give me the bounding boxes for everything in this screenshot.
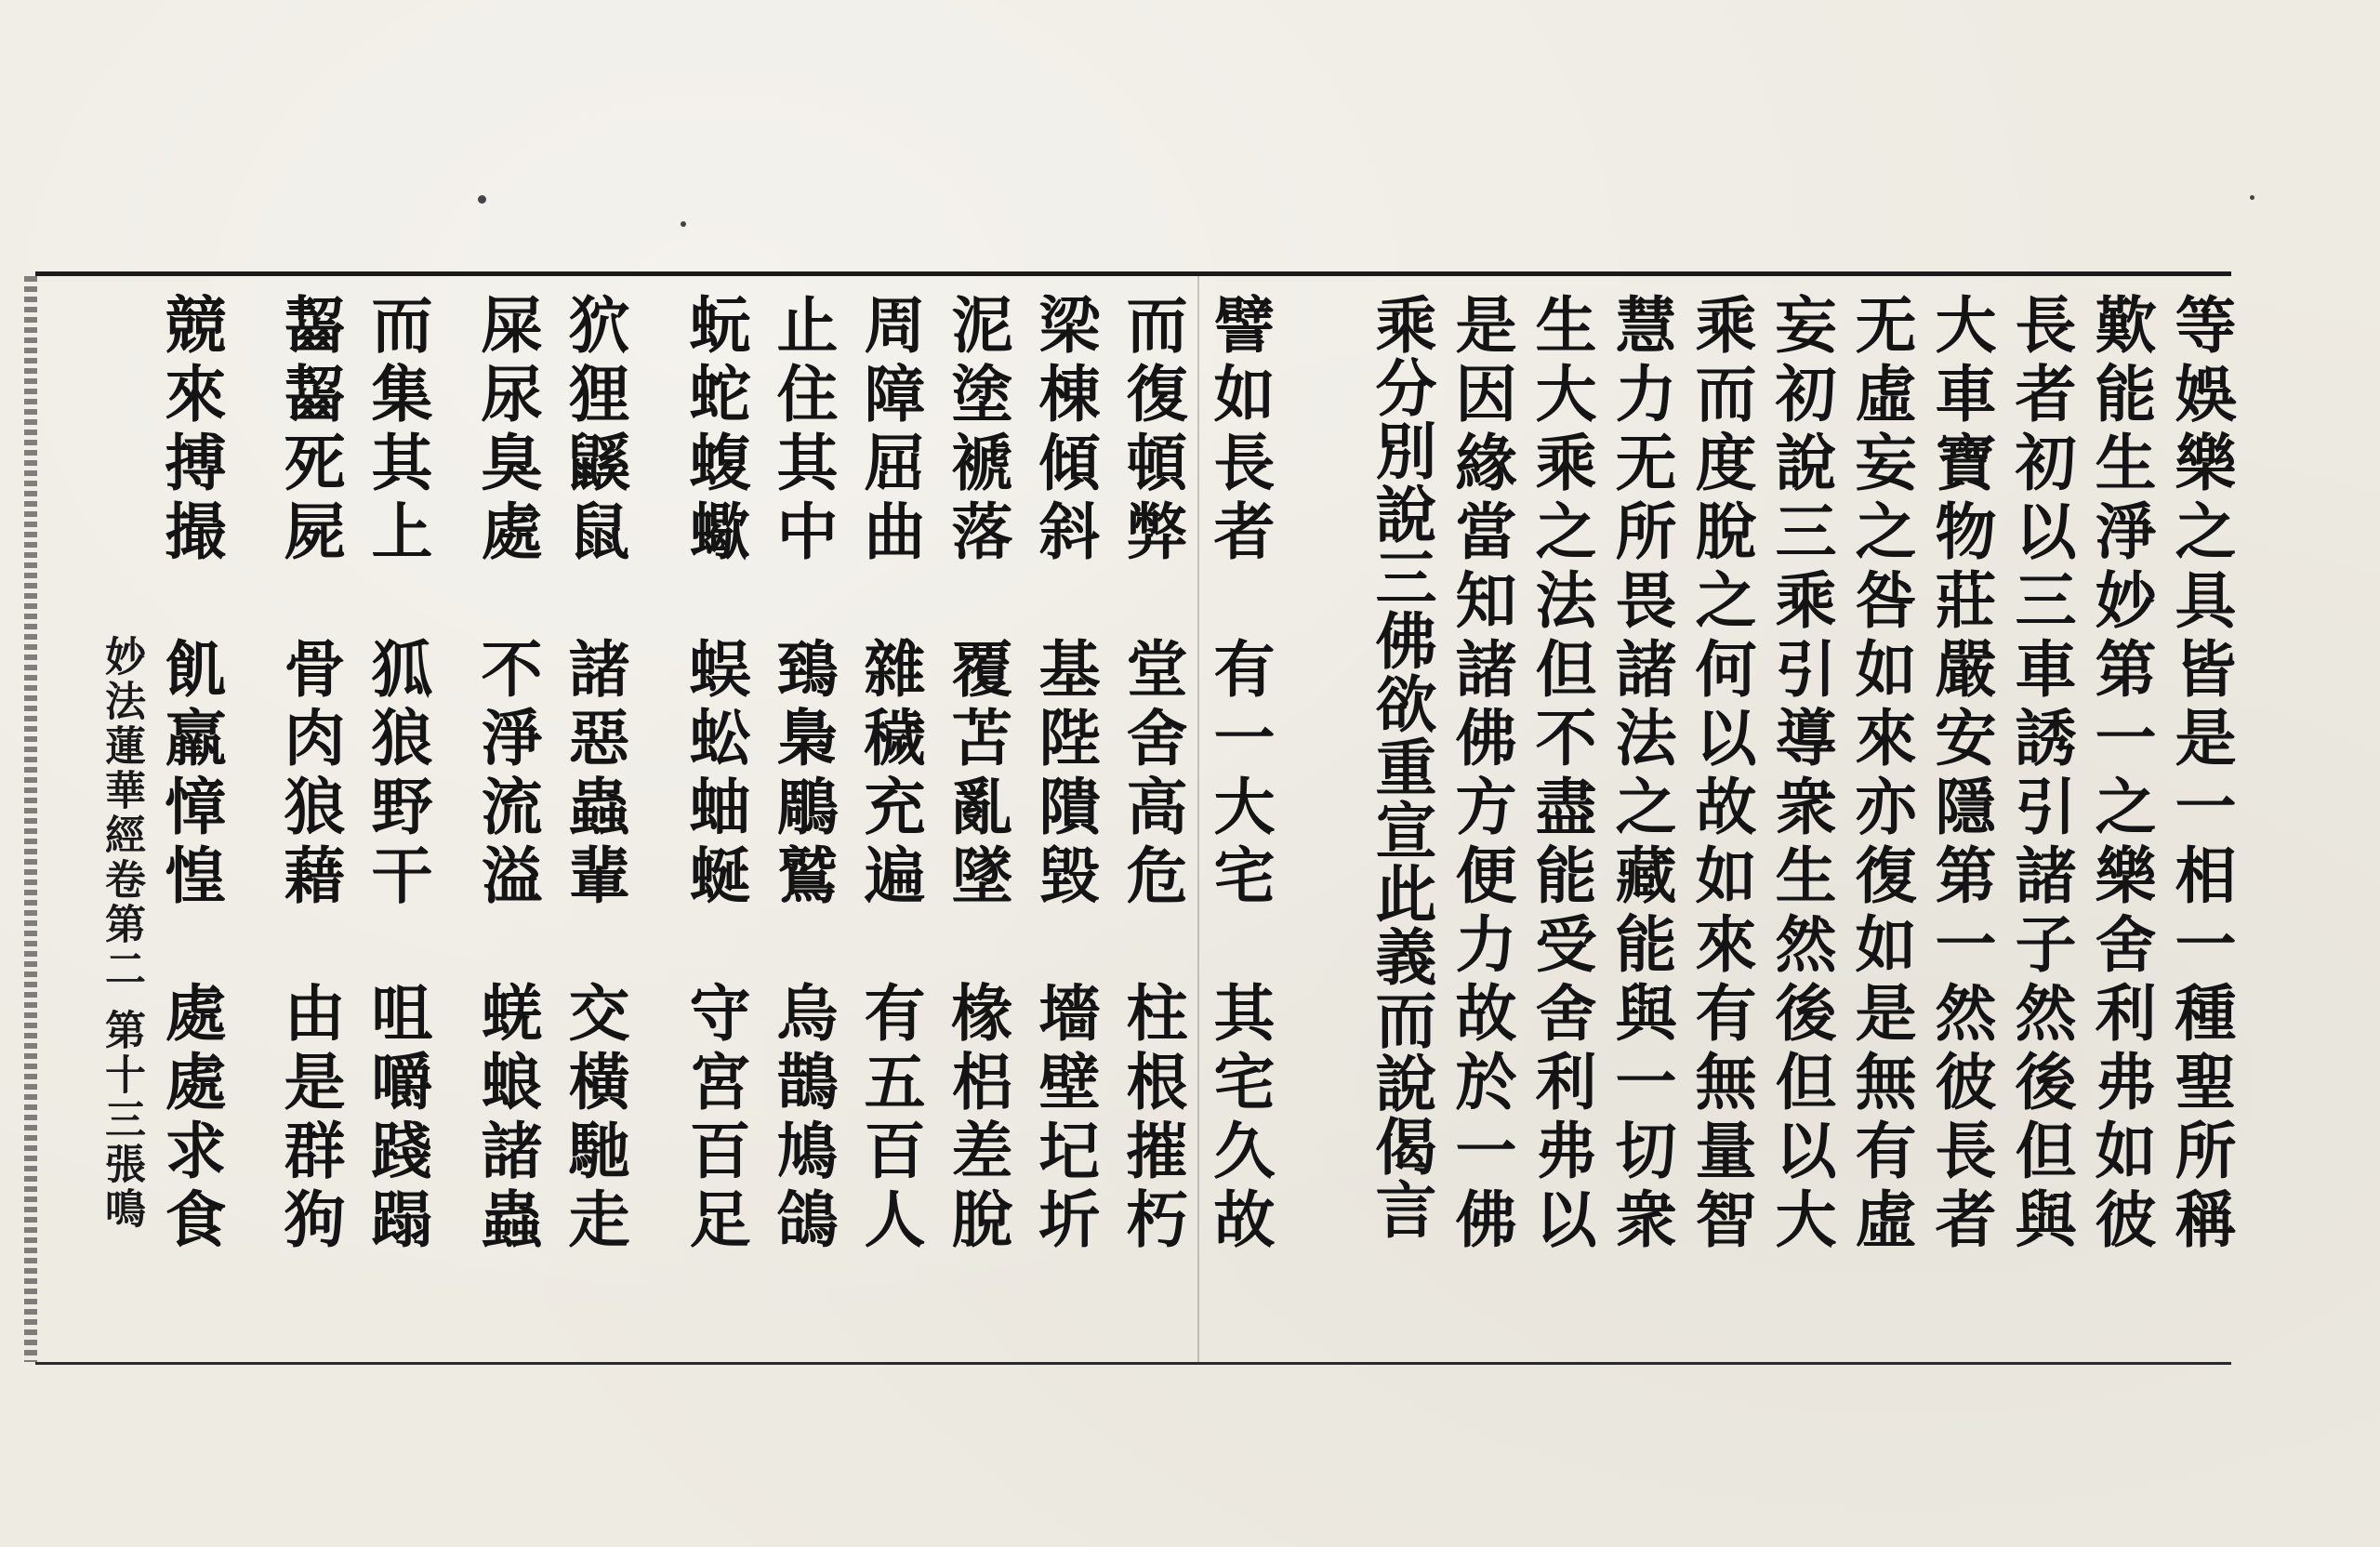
ink-speck — [2250, 195, 2254, 200]
text-column: 長者初以三車誘引諸子然後但與 — [2004, 293, 2077, 1256]
footer-mark: 鳴 — [98, 1187, 145, 1232]
text-column: 而集其上 狐狼野干 咀嚼踐蹋 — [361, 293, 433, 1256]
text-column: 妄初說三乘引導衆生然後但以大 — [1765, 293, 1837, 1256]
text-column: 齧齧死屍 骨肉狼藉 由是群狗 — [273, 293, 346, 1256]
text-column: 屎尿臭處 不淨流溢 蜣蜋諸蟲 — [470, 293, 543, 1256]
text-column: 狖狸鼷鼠 諸惡蟲輩 交橫馳走 — [558, 293, 630, 1256]
text-column: 乘分別說三佛欲重宣此義而說偈言 — [1365, 293, 1437, 1241]
text-column: 无虛妄之咎如來亦復如是無有虛 — [1844, 293, 1917, 1256]
text-column: 等娛樂之具皆是一相一種聖所稱 — [2164, 293, 2237, 1256]
text-column: 乘而度脫之何以故如來有無量智 — [1685, 293, 1757, 1256]
text-column: 是因緣當知諸佛方便力故於一佛 — [1445, 293, 1517, 1256]
text-column: 周障屈曲 雜穢充遍 有五百人 — [853, 293, 926, 1256]
text-column: 譬如長者 有一大宅 其宅久故 — [1203, 293, 1276, 1256]
ink-speck — [681, 221, 686, 227]
text-column: 生大乘之法但不盡能受舍利弗以 — [1525, 293, 1597, 1256]
text-column: 泥塗褫落 覆苫亂墜 椽梠差脫 — [941, 293, 1013, 1256]
footer-page: 第十三張 — [98, 1009, 145, 1187]
text-column: 競來搏撮 飢羸慞惶 處處求食 — [154, 293, 227, 1256]
text-column: 梁棟傾斜 基陛隤毀 墻壁圮圻 — [1028, 293, 1101, 1256]
text-column: 蚖蛇蝮蠍 蜈蚣蚰蜒 守宮百足 — [679, 293, 751, 1256]
text-block — [35, 271, 2237, 1365]
text-column: 止住其中 鵄梟鵰鷲 烏鵲鳩鴿 — [766, 293, 839, 1256]
text-columns — [35, 276, 2237, 1362]
footer-title: 妙法蓮華經卷第二 — [98, 635, 145, 992]
text-column: 大車寶物莊嚴安隱第一然彼長者 — [1924, 293, 1997, 1256]
text-column: 慧力无所畏諸法之藏能與一切衆 — [1605, 293, 1677, 1256]
ink-speck — [478, 195, 486, 204]
text-column: 歎能生淨妙第一之樂舍利弗如彼 — [2084, 293, 2157, 1256]
text-column: 而復頓弊 堂舍高危 柱根摧朽 — [1116, 293, 1188, 1256]
